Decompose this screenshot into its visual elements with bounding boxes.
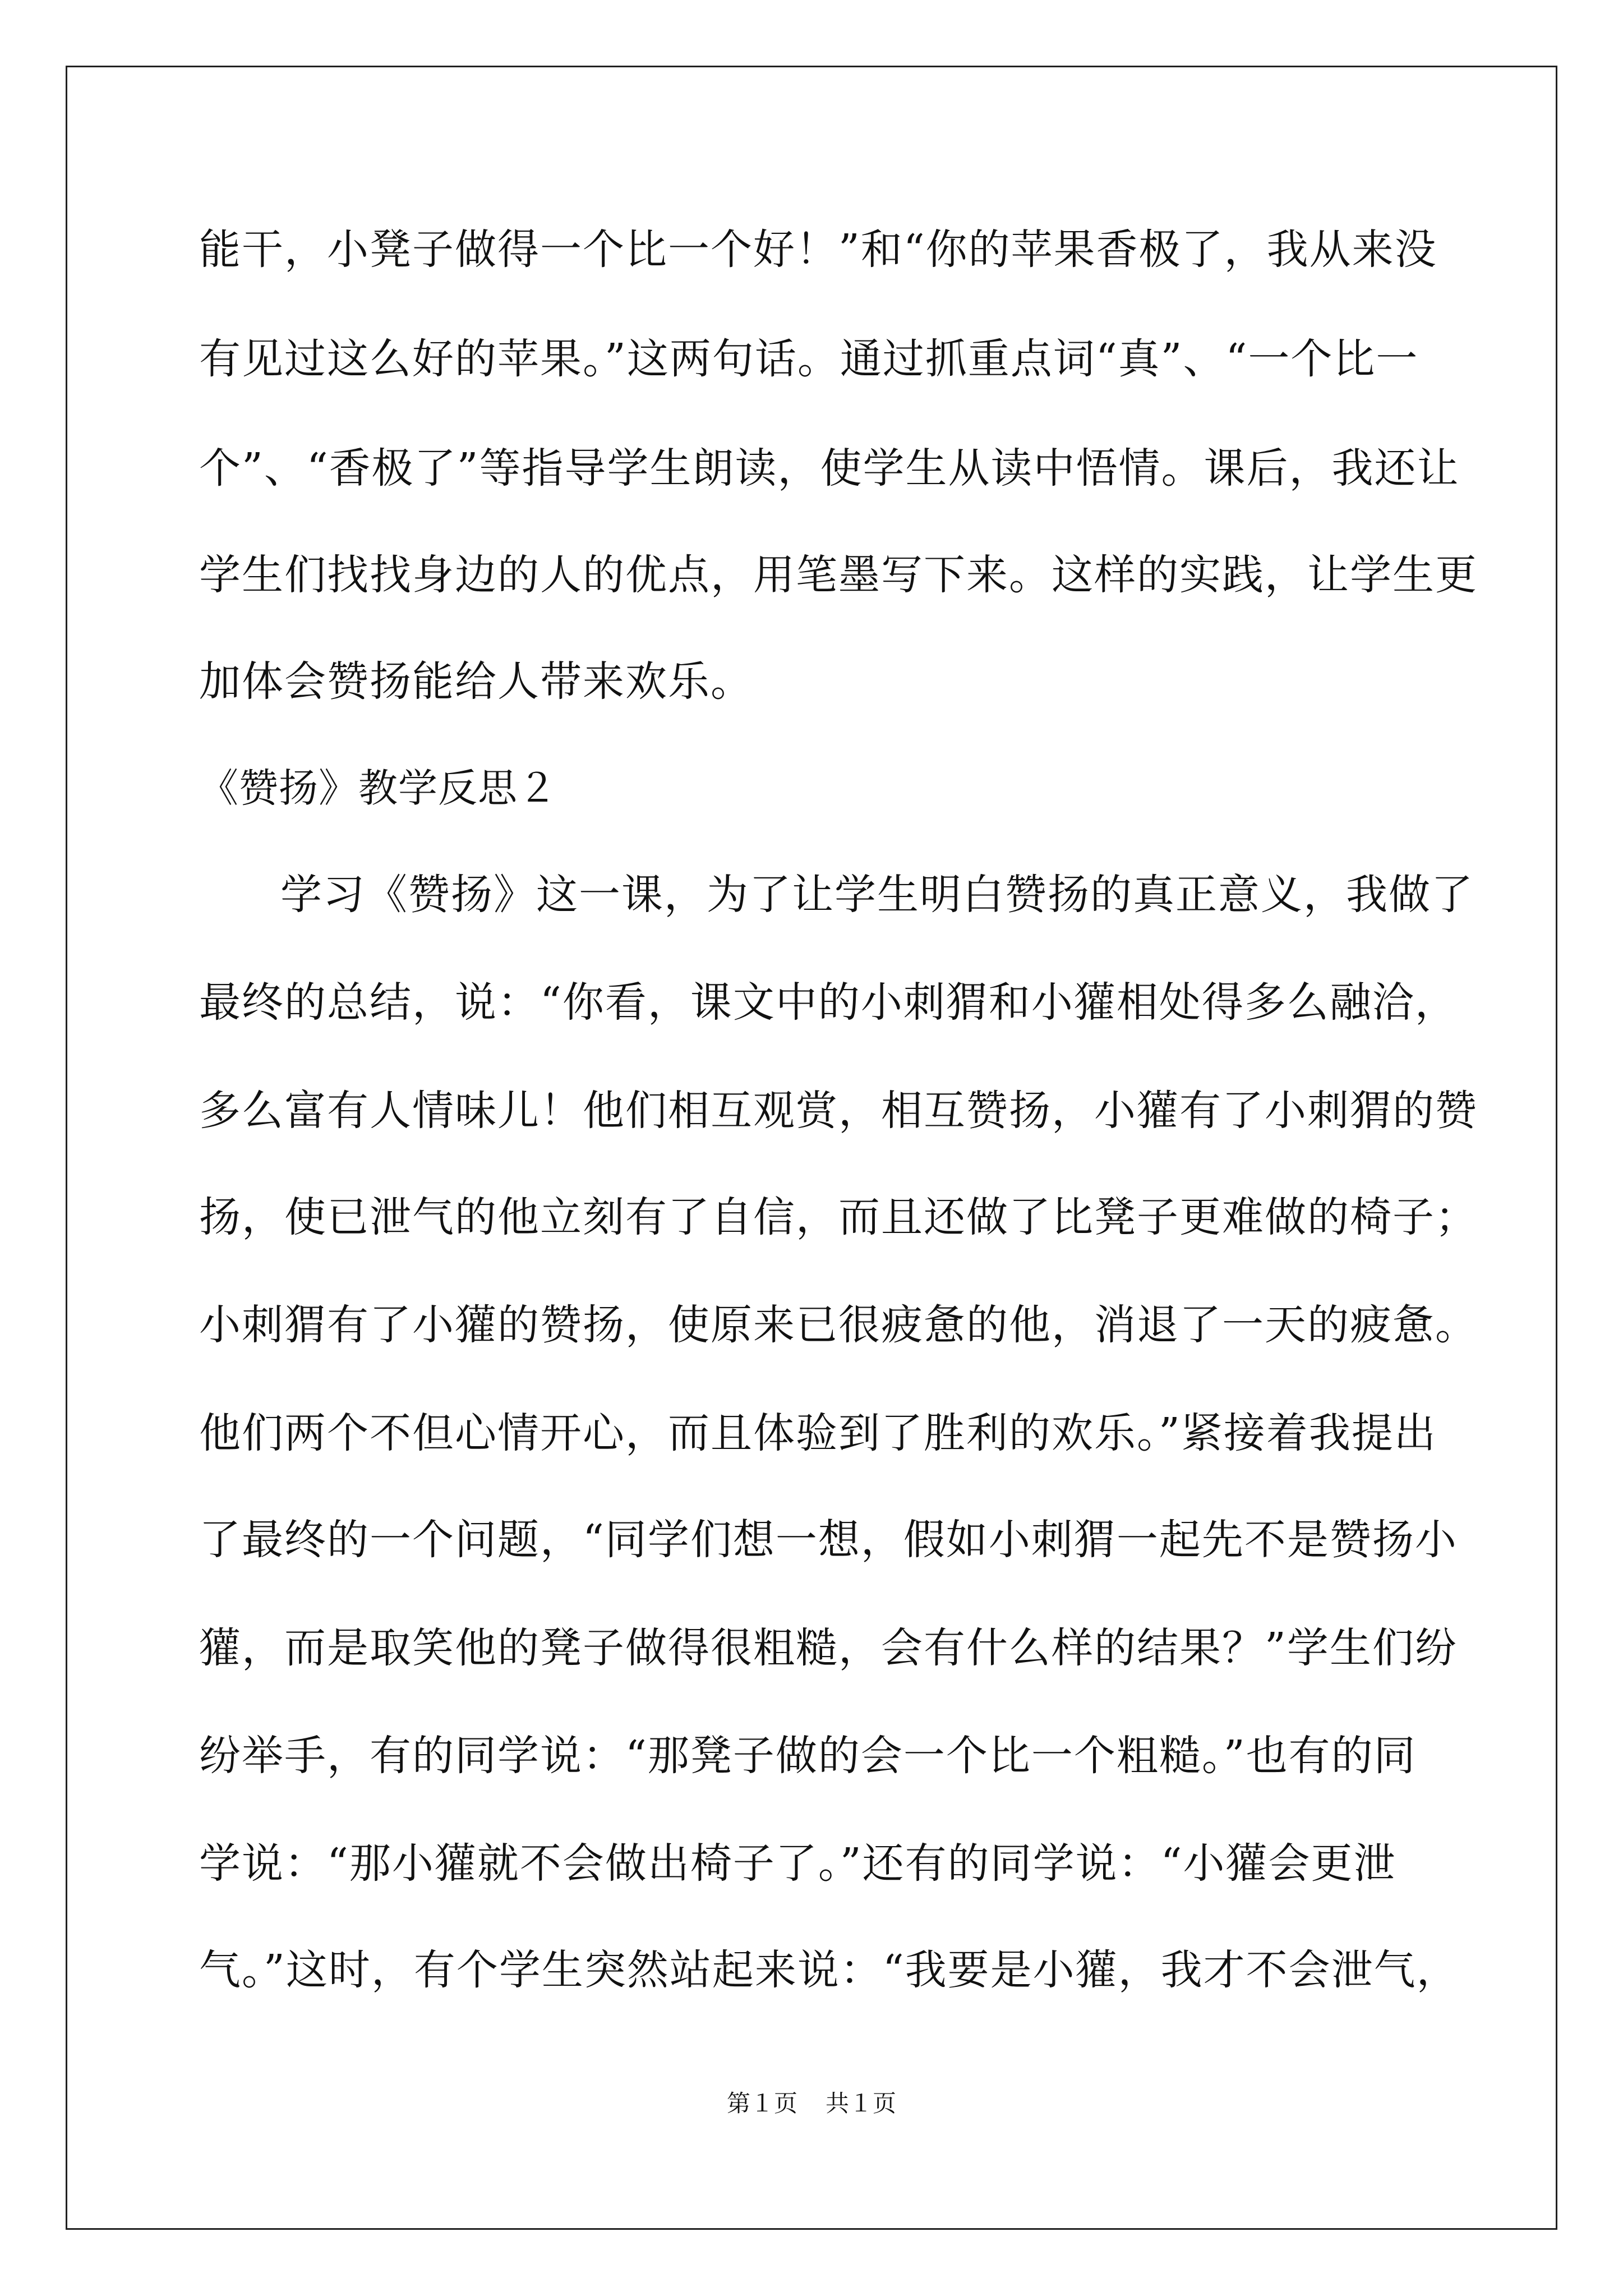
page-total: 共１页	[826, 2090, 897, 2117]
text-line: 獾，而是取笑他的凳子做得很粗糙，会有什么样的结果？”学生们纷	[199, 1624, 1458, 1672]
text-line: 个”、“香极了”等指导学生朗读，使学生从读中悟情。课后，我还让	[199, 444, 1460, 493]
text-line: 学生们找找身边的人的优点，用笔墨写下来。这样的实践，让学生更	[199, 551, 1478, 599]
section-title: 《赞扬》教学反思２	[199, 765, 557, 811]
text-line: 小刺猬有了小獾的赞扬，使原来已很疲惫的他，消退了一天的疲惫。	[199, 1301, 1478, 1349]
text-line: 气。”这时，有个学生突然站起来说：“我要是小獾，我才不会泄气，	[199, 1946, 1459, 1994]
text-line: 他们两个不但心情开心，而且体验到了胜利的欢乐。”紧接着我提出	[199, 1409, 1437, 1457]
text-line: 有见过这么好的苹果。”这两句话。通过抓重点词“真”、“一个比一	[199, 335, 1419, 383]
text-line: 加体会赞扬能给人带来欢乐。	[199, 657, 753, 706]
text-line: 最终的总结，说：“你看，课文中的小刺猬和小獾相处得多么融洽，	[199, 978, 1458, 1027]
text-line: 学习《赞扬》这一课，为了让学生明白赞扬的真正意义，我做了	[280, 871, 1474, 919]
page-border	[66, 66, 1557, 2230]
text-line: 多么富有人情味儿！他们相互观赏，相互赞扬，小獾有了小刺猬的赞	[199, 1087, 1478, 1135]
text-line: 学说：“那小獾就不会做出椅子了。”还有的同学说：“小獾会更泄	[199, 1839, 1396, 1888]
text-line: 了最终的一个问题，“同学们想一想，假如小刺猬一起先不是赞扬小	[199, 1516, 1458, 1564]
text-line: 扬，使已泄气的他立刻有了自信，而且还做了比凳子更难做的椅子；	[199, 1193, 1478, 1241]
page-footer	[0, 2087, 1623, 2120]
text-line: 能干，小凳子做得一个比一个好！”和“你的苹果香极了，我从来没	[199, 226, 1437, 274]
text-line: 纷举手，有的同学说：“那凳子做的会一个比一个粗糙。”也有的同	[199, 1732, 1417, 1780]
page-number: 第１页	[726, 2090, 797, 2117]
